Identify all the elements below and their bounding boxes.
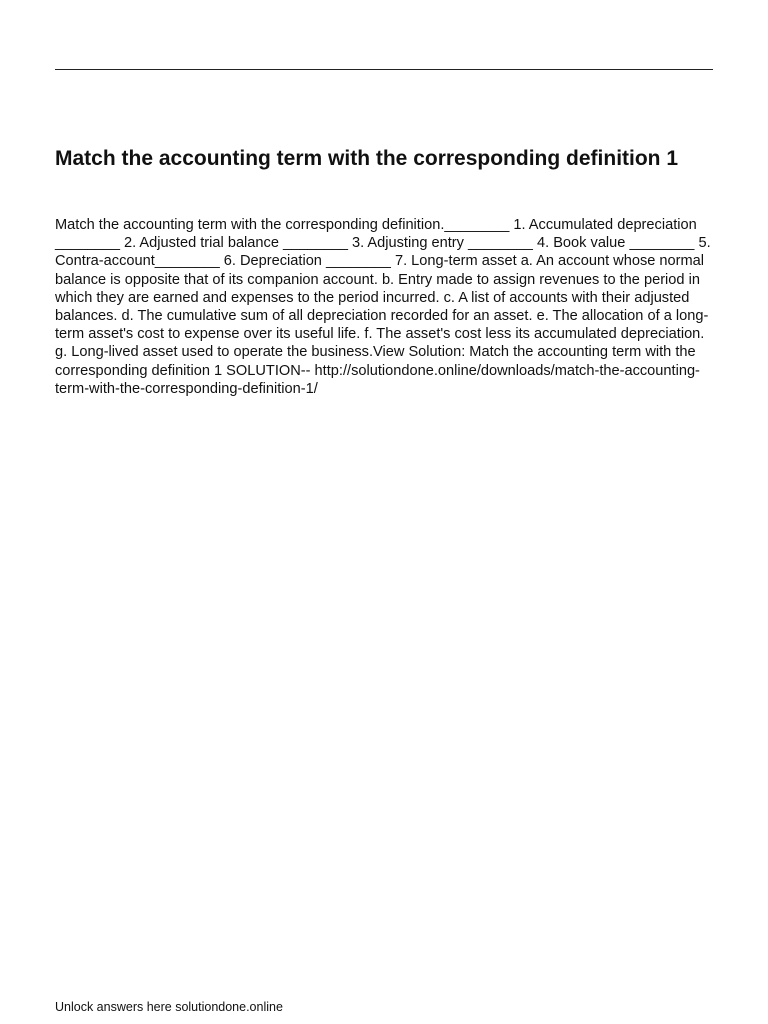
footer-note: Unlock answers here solutiondone.online — [55, 1000, 283, 1014]
header-divider — [55, 69, 713, 70]
page-title: Match the accounting term with the corresponding definition 1 — [55, 147, 679, 170]
document-body: Match the accounting term with the corresponding definition.________ 1. Accumulated depreciation ________ 2. Adjusted trial balance ________ 3. Adjusting entry ________ 4. Book value ________ 5. Contra-account________ 6. Depreciation ________ 7. Long-term asset a. An account whose normal balance is opposite that of its companion account. b. Entry made to assign revenues to the period in which they are earned and expenses to the period incurred. c. A list of accounts with their adjusted balances. d. The cumulative sum of all depreciation recorded for an asset. e. The allocation of a long-term asset's cost to expense over its useful life. f. The asset's cost less its accumulated depreciation. g. Long-lived asset used to operate the business.View Solution: Match the accounting term with the corresponding definition 1 SOLUTION-- http://solutiondone.online/downloads/match-the-accounting-term-with-the-corresponding-definition-1/ — [55, 217, 711, 397]
